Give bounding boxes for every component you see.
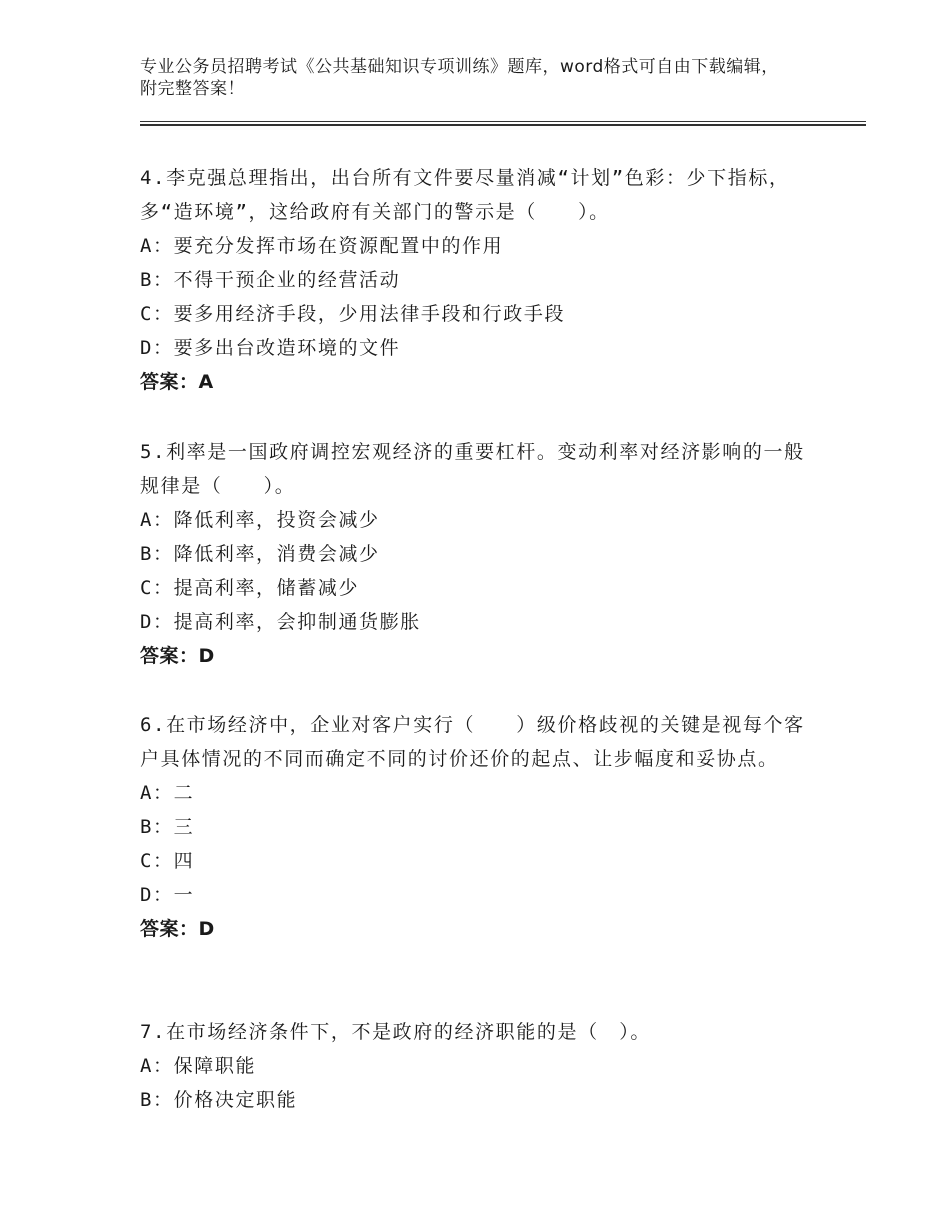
option-a: A：保障职能	[140, 1055, 257, 1077]
header-divider-thick	[140, 124, 866, 126]
option-c: C：要多用经济手段，少用法律手段和行政手段	[140, 303, 566, 325]
option-a: A：要充分发挥市场在资源配置中的作用	[140, 235, 504, 257]
option-c: C：提高利率，储蓄减少	[140, 577, 360, 599]
question-7	[140, 1015, 810, 1117]
option-d: D：要多出台改造环境的文件	[140, 337, 401, 359]
option-b: B：降低利率，消费会减少	[140, 543, 380, 565]
option-b: B：价格决定职能	[140, 1089, 298, 1111]
document-header: 专业公务员招聘考试《公共基础知识专项训练》题库，word格式可自由下载编辑，附完整答案！	[140, 57, 779, 99]
header-divider-thin	[140, 121, 866, 122]
question-4	[140, 161, 810, 399]
answer-label: 答案：D	[140, 918, 215, 940]
option-c: C：四	[140, 850, 195, 872]
question-stem: 4.李克强总理指出，出台所有文件要尽量消减“计划”色彩：少下指标，多“造环境”，这给政府有关部门的警示是（ ）。	[140, 167, 790, 223]
answer-label: 答案：D	[140, 645, 215, 667]
option-a: A：二	[140, 782, 195, 804]
option-d: D：一	[140, 884, 195, 906]
question-5	[140, 435, 810, 673]
option-d: D：提高利率，会抑制通货膨胀	[140, 611, 421, 633]
question-stem: 6.在市场经济中，企业对客户实行（ ）级价格歧视的关键是视每个客户具体情况的不同而确定不同的讨价还价的起点、让步幅度和妥协点。	[140, 714, 805, 770]
option-b: B：三	[140, 816, 195, 838]
question-6	[140, 708, 810, 946]
question-stem: 7.在市场经济条件下，不是政府的经济职能的是（ ）。	[140, 1021, 651, 1043]
question-stem: 5.利率是一国政府调控宏观经济的重要杠杆。变动利率对经济影响的一般规律是（ ）。	[140, 441, 805, 497]
option-a: A：降低利率，投资会减少	[140, 509, 380, 531]
answer-label: 答案：A	[140, 371, 214, 393]
option-b: B：不得干预企业的经营活动	[140, 269, 401, 291]
